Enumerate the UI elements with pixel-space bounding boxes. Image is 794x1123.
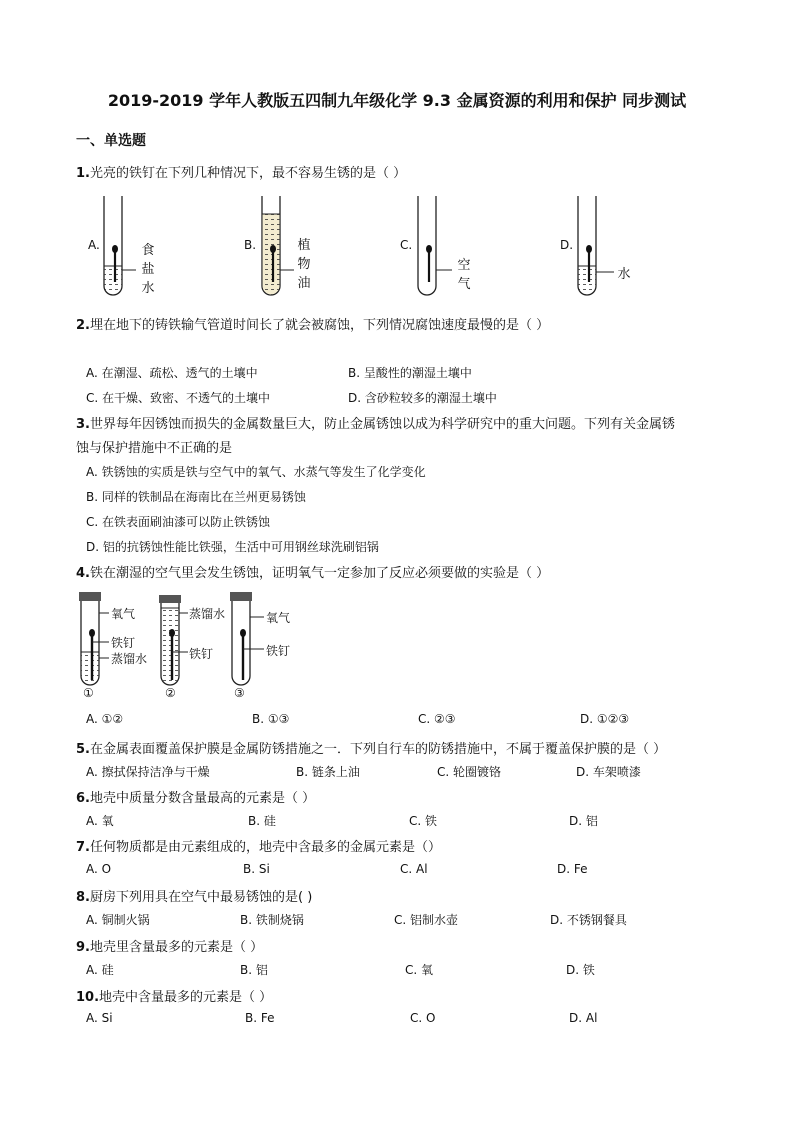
tube-label: 蒸馏水 <box>189 607 226 621</box>
tube-label: 水 <box>617 267 631 282</box>
tube-1 <box>79 592 109 685</box>
tube-label: 铁钉 <box>189 647 214 661</box>
tube-b <box>262 196 294 295</box>
option: D. ①②③ <box>580 712 630 726</box>
tube-number: ③ <box>234 686 245 700</box>
option: A. Si <box>86 1011 113 1025</box>
tube-label: 蒸馏水 <box>111 652 148 666</box>
option: C. ②③ <box>418 712 456 726</box>
question-number: 3. <box>76 417 90 432</box>
question-text: 地壳里含量最多的元素是（ ） <box>89 940 264 955</box>
option-letter: B. <box>244 238 257 252</box>
option: B. 硅 <box>248 814 276 828</box>
option: C. 铝制水壶 <box>394 913 459 927</box>
question-text: 地壳中质量分数含量最高的元素是（ ） <box>89 791 316 806</box>
tube-label: 铁钉 <box>266 644 291 658</box>
tube-number: ② <box>165 686 176 700</box>
question-text: 铁在潮湿的空气里会发生锈蚀，证明氧气一定参加了反应必须要做的实验是（ ） <box>89 566 550 581</box>
option: D. 铝 <box>569 814 598 828</box>
q1-figure <box>0 192 794 302</box>
tube-a <box>104 196 136 295</box>
option: C. Al <box>400 862 428 876</box>
question-1 <box>76 162 406 181</box>
option: A. O <box>86 862 112 876</box>
question-6 <box>76 787 315 806</box>
option: C. 在干燥、致密、不透气的土壤中 <box>86 391 271 405</box>
option: C. 铁 <box>409 814 438 828</box>
option: D. Al <box>569 1011 598 1025</box>
question-number: 2. <box>76 318 90 333</box>
question-text: 任何物质都是由元素组成的，地壳中含最多的金属元素是（） <box>89 840 441 855</box>
question-text: 光亮的铁钉在下列几种情况下，最不容易生锈的是（ ） <box>89 166 407 181</box>
tube-label: 氧气 <box>111 607 136 621</box>
question-text: 在金属表面覆盖保护膜是金属防锈措施之一．下列自行车的防锈措施中，不属于覆盖保护膜的是（ ） <box>89 742 667 757</box>
question-10 <box>76 986 272 1005</box>
option: B. Si <box>243 862 270 876</box>
option: B. 同样的铁制品在海南比在兰州更易锈蚀 <box>86 490 306 504</box>
option: B. 铝 <box>240 963 268 977</box>
question-2 <box>76 314 549 333</box>
question-number: 8. <box>76 890 90 905</box>
tube-label: 空气 <box>457 258 471 292</box>
option: B. 呈酸性的潮湿土壤中 <box>348 366 472 380</box>
option: A. 铁锈蚀的实质是铁与空气中的氧气、水蒸气等发生了化学变化 <box>86 465 426 479</box>
option-letter: A. <box>88 238 100 252</box>
question-number: 1. <box>76 166 90 181</box>
question-number: 7. <box>76 840 90 855</box>
tube-3 <box>230 592 264 685</box>
tube-label: 铁钉 <box>111 636 136 650</box>
option-letter: C. <box>400 238 413 252</box>
option: A. 氧 <box>86 814 114 828</box>
question-5 <box>76 738 666 757</box>
question-text: 世界每年因锈蚀而损失的金属数量巨大，防止金属锈蚀以成为科学研究中的重大问题。下列有关金属锈 <box>89 417 675 432</box>
question-number: 5. <box>76 742 90 757</box>
tube-label: 食盐水 <box>141 243 155 296</box>
question-3-continued: 蚀与保护措施中不正确的是 <box>76 441 233 456</box>
tube-2 <box>159 595 188 685</box>
option: D. 不锈钢餐具 <box>550 913 627 927</box>
option: A. ①② <box>86 712 124 726</box>
tube-number: ① <box>83 686 94 700</box>
question-number: 4. <box>76 566 90 581</box>
tube-label: 植物油 <box>297 238 311 291</box>
option: D. 含砂粒较多的潮湿土壤中 <box>348 391 497 405</box>
question-number: 10. <box>76 990 100 1005</box>
option: A. 硅 <box>86 963 114 977</box>
option: C. 氧 <box>405 963 434 977</box>
question-3 <box>76 413 675 432</box>
option: B. 铁制烧锅 <box>240 913 304 927</box>
question-8 <box>76 886 312 905</box>
option: B. 链条上油 <box>296 765 360 779</box>
question-text: 厨房下列用具在空气中最易锈蚀的是( ) <box>89 890 313 905</box>
option: A. 在潮湿、疏松、透气的土壤中 <box>86 366 258 380</box>
option: C. 在铁表面刷油漆可以防止铁锈蚀 <box>86 515 271 529</box>
section-heading: 一、单选题 <box>76 133 146 149</box>
option: D. 铁 <box>566 963 595 977</box>
question-number: 6. <box>76 791 90 806</box>
option: D. Fe <box>557 862 588 876</box>
option: D. 车架喷漆 <box>576 765 641 779</box>
tube-label: 氧气 <box>266 611 291 625</box>
option: B. ①③ <box>252 712 290 726</box>
page-title: 2019-2019 学年人教版五四制九年级化学 9.3 金属资源的利用和保护 同步测试 <box>107 91 687 110</box>
option-letter: D. <box>560 238 574 252</box>
option: C. O <box>410 1011 436 1025</box>
question-text: 地壳中含量最多的元素是（ ） <box>99 990 273 1005</box>
option: D. 铝的抗锈蚀性能比铁强，生活中可用钢丝球洗刷铝锅 <box>86 540 379 554</box>
option: B. Fe <box>245 1011 275 1025</box>
tube-c <box>418 196 452 295</box>
tube-d <box>578 196 614 295</box>
question-9 <box>76 936 263 955</box>
question-number: 9. <box>76 940 90 955</box>
option: C. 轮圈镀铬 <box>437 765 502 779</box>
question-text: 埋在地下的铸铁输气管道时间长了就会被腐蚀，下列情况腐蚀速度最慢的是（ ） <box>89 318 550 333</box>
option: A. 擦拭保持洁净与干燥 <box>86 765 210 779</box>
question-4 <box>76 562 549 581</box>
question-7 <box>76 836 441 855</box>
option: A. 铜制火锅 <box>86 913 150 927</box>
